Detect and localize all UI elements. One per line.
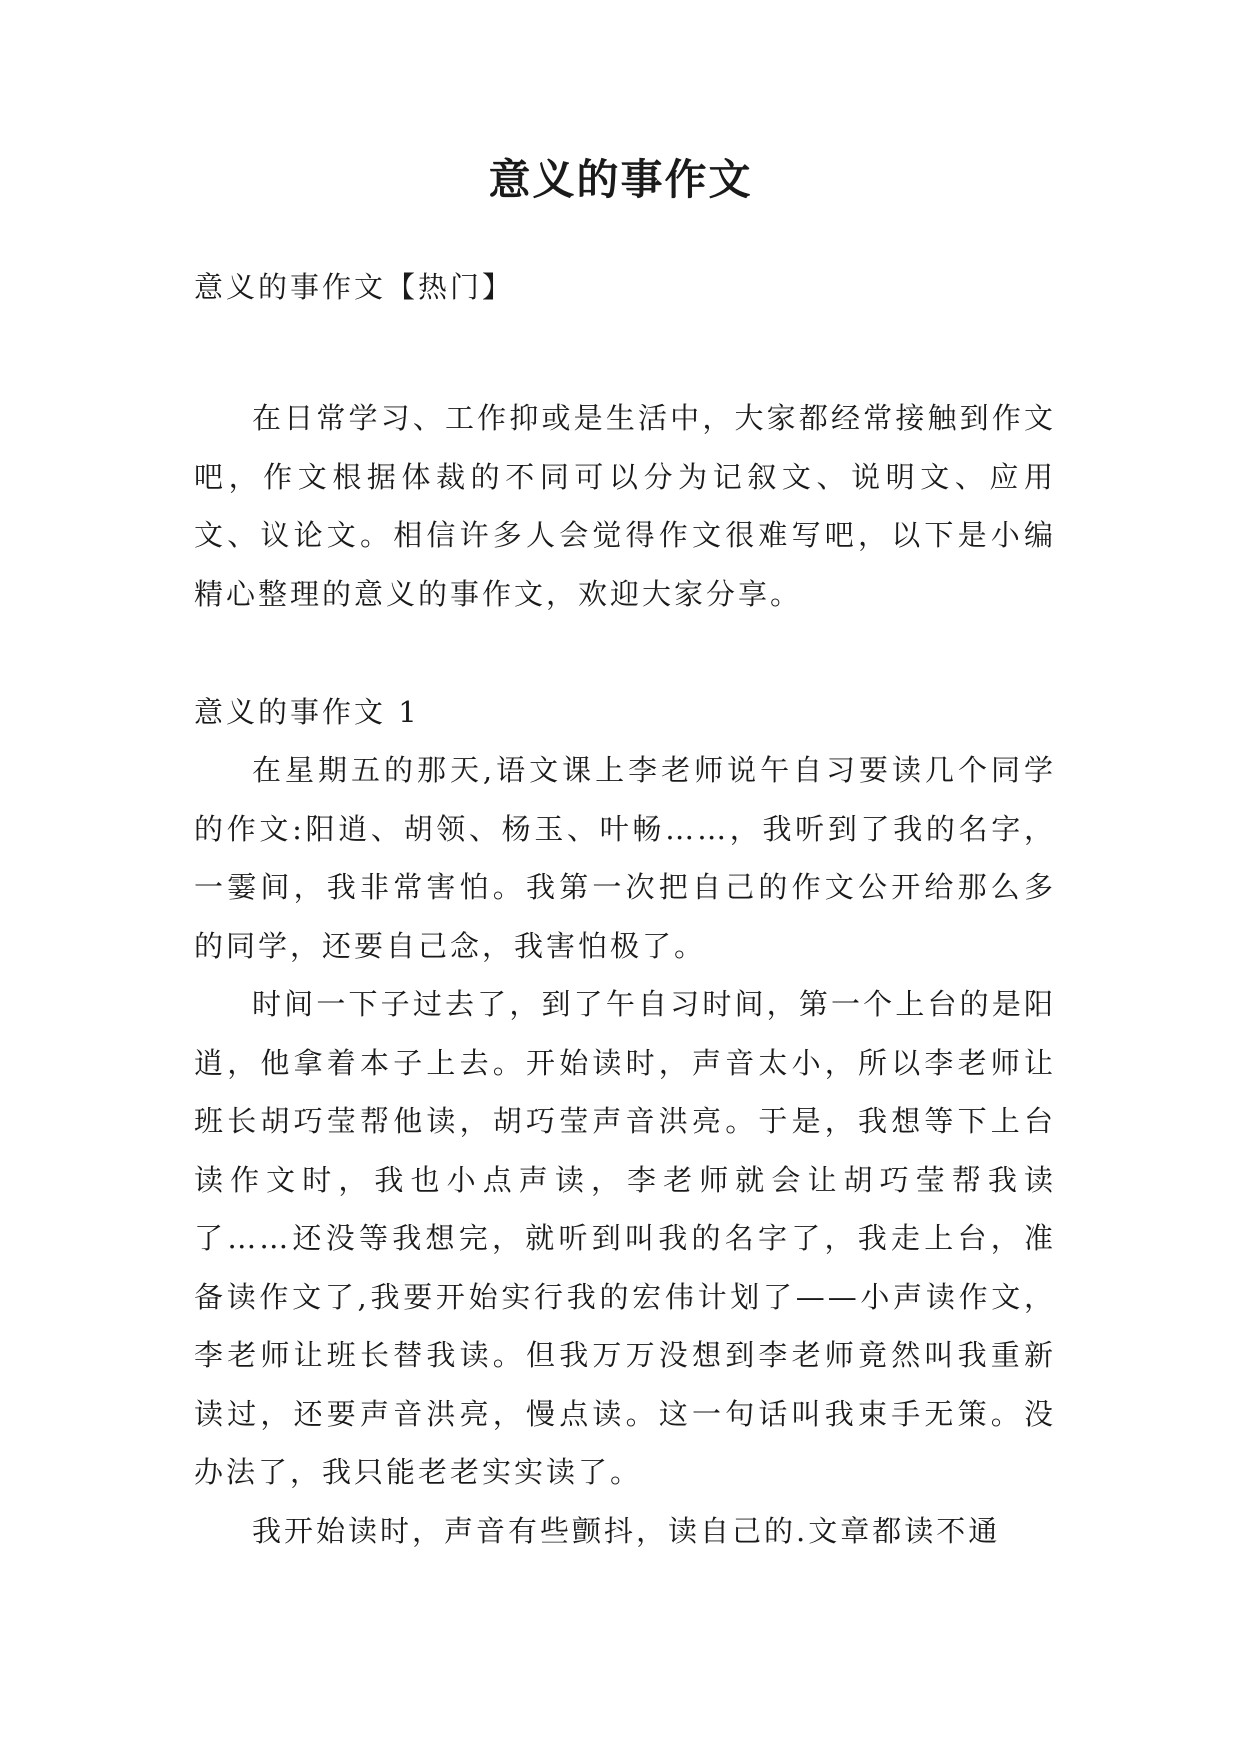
body-paragraph-2: 时间一下子过去了，到了午自习时间，第一个上台的是阳逍，他拿着本子上去。开始读时，声音太小，所以李老师让班长胡巧莹帮他读，胡巧莹声音洪亮。于是，我想等下上台读作文时，我也小点声读，李老师就会让胡巧莹帮我读了……还没等我想完，就听到叫我的名字了，我走上台，准备读作文了,我要开始实行我的宏伟计划了——小声读作文，李老师让班长替我读。但我万万没想到李老师竟然叫我重新读过，还要声音洪亮，慢点读。这一句话叫我束手无策。没办法了，我只能老老实实读了。 xyxy=(194,987,1056,1489)
document-title: 意义的事作文 xyxy=(488,155,753,204)
document-body xyxy=(194,258,1056,1560)
body-paragraph-1: 在星期五的那天,语文课上李老师说午自习要读几个同学的作文:阳逍、胡领、杨玉、叶畅……，我听到了我的名字，一霎间，我非常害怕。我第一次把自己的作文公开给那么多的同学，还要自己念，我害怕极了。 xyxy=(194,753,1056,963)
intro-paragraph: 在日常学习、工作抑或是生活中，大家都经常接触到作文吧，作文根据体裁的不同可以分为记叙文、说明文、应用文、议论文。相信许多人会觉得作文很难写吧，以下是小编精心整理的意义的事作文，欢迎大家分享。 xyxy=(194,401,1056,611)
body-paragraph-3: 我开始读时，声音有些颤抖，读自己的.文章都读不通 xyxy=(252,1513,1001,1548)
document-subtitle: 意义的事作文【热门】 xyxy=(194,270,515,304)
section-heading: 意义的事作文 1 xyxy=(194,695,420,729)
